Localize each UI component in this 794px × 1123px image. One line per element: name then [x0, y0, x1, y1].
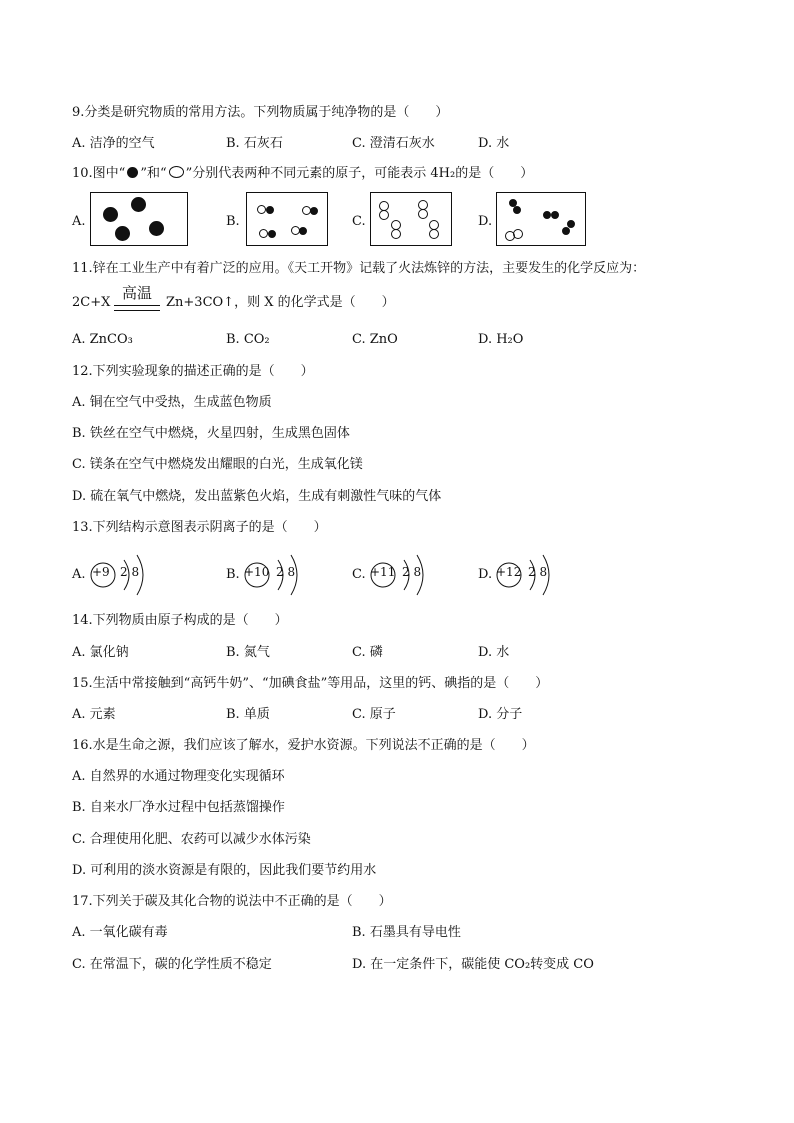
q16-stem: 16.水是生命之源，我们应该了解水，爱护水资源。下列说法不正确的是（ ） [72, 738, 535, 753]
q17-option-d: D. 在一定条件下，碳能使 CO₂转变成 CO [352, 957, 594, 972]
q12-stem: 12.下列实验现象的描述正确的是（ ） [72, 364, 314, 379]
q11-option-b: B. CO₂ [226, 332, 270, 347]
q16-option-c: C. 合理使用化肥、农药可以减少水体污染 [72, 832, 311, 847]
electron-shells: 2 8 [528, 565, 548, 579]
q11-option-d: D. H₂O [478, 332, 524, 347]
q13-structure-c [368, 548, 448, 602]
hollow-atom [391, 229, 401, 239]
q9-option-a: A. 洁净的空气 [72, 136, 155, 151]
filled-atom [266, 206, 274, 214]
electron-shells: 2 8 [120, 565, 140, 579]
electron-shells: 2 8 [276, 565, 296, 579]
q12-option-a: A. 铜在空气中受热，生成蓝色物质 [72, 395, 272, 410]
nucleus-charge: +12 [496, 565, 522, 579]
q10-stem: 10.图中“ ”和“ ”分别代表两种不同元素的原子，可能表示 4H₂的是（ ） [72, 166, 534, 181]
q17-stem: 17.下列关于碳及其化合物的说法中不正确的是（ ） [72, 894, 392, 909]
q17-option-a: A. 一氧化碳有毒 [72, 925, 168, 940]
q10-diagram-a [90, 192, 188, 246]
nucleus-charge: +9 [92, 565, 110, 579]
hollow-atom [418, 209, 428, 219]
hollow-atom [513, 229, 523, 239]
filled-atom [562, 227, 570, 235]
q16-option-a: A. 自然界的水通过物理变化实现循环 [72, 769, 285, 784]
q9-stem: 9.分类是研究物质的常用方法。下列物质属于纯净物的是（ ） [72, 105, 449, 120]
q10-label-d: D. [478, 214, 493, 229]
q12-option-c: C. 镁条在空气中燃烧发出耀眼的白光，生成氧化镁 [72, 457, 363, 472]
q11-option-c: C. ZnO [352, 332, 398, 347]
q10-diagram-c [370, 192, 452, 246]
q14-option-b: B. 氮气 [226, 645, 270, 660]
filled-atom [149, 221, 164, 236]
filled-atom [513, 206, 521, 214]
filled-atom [115, 226, 130, 241]
q17-option-c: C. 在常温下，碳的化学性质不稳定 [72, 957, 272, 972]
q9-option-c: C. 澄清石灰水 [352, 136, 435, 151]
filled-atom [310, 207, 318, 215]
q13-stem: 13.下列结构示意图表示阴离子的是（ ） [72, 520, 327, 535]
q15-option-a: A. 元素 [72, 707, 116, 722]
q13-structure-a [88, 548, 168, 602]
q13-label-c: C. [352, 567, 366, 582]
q13-label-b: B. [226, 567, 240, 582]
q17-option-b: B. 石墨具有导电性 [352, 925, 461, 940]
filled-atom-icon [127, 167, 138, 178]
hollow-atom [259, 229, 268, 238]
q15-option-b: B. 单质 [226, 707, 270, 722]
q13-structure-b [242, 548, 322, 602]
q14-option-c: C. 磷 [352, 645, 383, 660]
filled-atom [299, 227, 307, 235]
hollow-atom [257, 205, 266, 214]
hollow-atom [379, 210, 389, 220]
q13-structure-d [494, 548, 574, 602]
q10-label-b: B. [226, 214, 240, 229]
electron-shells: 2 8 [402, 565, 422, 579]
equals-sign-icon [114, 305, 160, 311]
q11-eq-condition: 高温 [121, 284, 152, 302]
q11-eq-left: 2C+X [72, 295, 111, 310]
filled-atom [543, 211, 551, 219]
nucleus-charge: +11 [370, 565, 396, 579]
q14-option-d: D. 水 [478, 645, 510, 660]
q12-option-d: D. 硫在氧气中燃烧，发出蓝紫色火焰，生成有刺激性气味的气体 [72, 489, 442, 504]
filled-atom [551, 211, 559, 219]
q12-option-b: B. 铁丝在空气中燃烧，火星四射，生成黑色固体 [72, 426, 350, 441]
q11-stem: 11.锌在工业生产中有着广泛的应用。《天工开物》记载了火法炼锌的方法，主要发生的化学反应为： [72, 261, 646, 276]
filled-atom [268, 230, 276, 238]
q15-option-d: D. 分子 [478, 707, 523, 722]
q13-label-d: D. [478, 567, 493, 582]
q11-option-a: A. ZnCO₃ [72, 332, 133, 347]
q15-option-c: C. 原子 [352, 707, 396, 722]
hollow-atom [429, 229, 439, 239]
q10-diagram-d [496, 192, 586, 246]
nucleus-charge: +10 [244, 565, 270, 579]
q14-stem: 14.下列物质由原子构成的是（ ） [72, 613, 288, 628]
q11-eq-right: Zn+3CO↑，则 X 的化学式是（ ） [166, 295, 395, 310]
q9-option-b: B. 石灰石 [226, 136, 283, 151]
hollow-atom-icon [169, 166, 184, 178]
filled-atom [103, 207, 118, 222]
q13-label-a: A. [72, 567, 86, 582]
q16-option-d: D. 可利用的淡水资源是有限的，因此我们要节约用水 [72, 863, 377, 878]
q14-option-a: A. 氯化钠 [72, 645, 129, 660]
q9-option-d: D. 水 [478, 136, 510, 151]
q10-label-c: C. [352, 214, 366, 229]
q16-option-b: B. 自来水厂净水过程中包括蒸馏操作 [72, 800, 285, 815]
q10-label-a: A. [72, 214, 86, 229]
filled-atom [131, 197, 146, 212]
q15-stem: 15.生活中常接触到“高钙牛奶”、“加碘食盐”等用品，这里的钙、碘指的是（ ） [72, 676, 549, 691]
q10-diagram-b [246, 192, 328, 246]
